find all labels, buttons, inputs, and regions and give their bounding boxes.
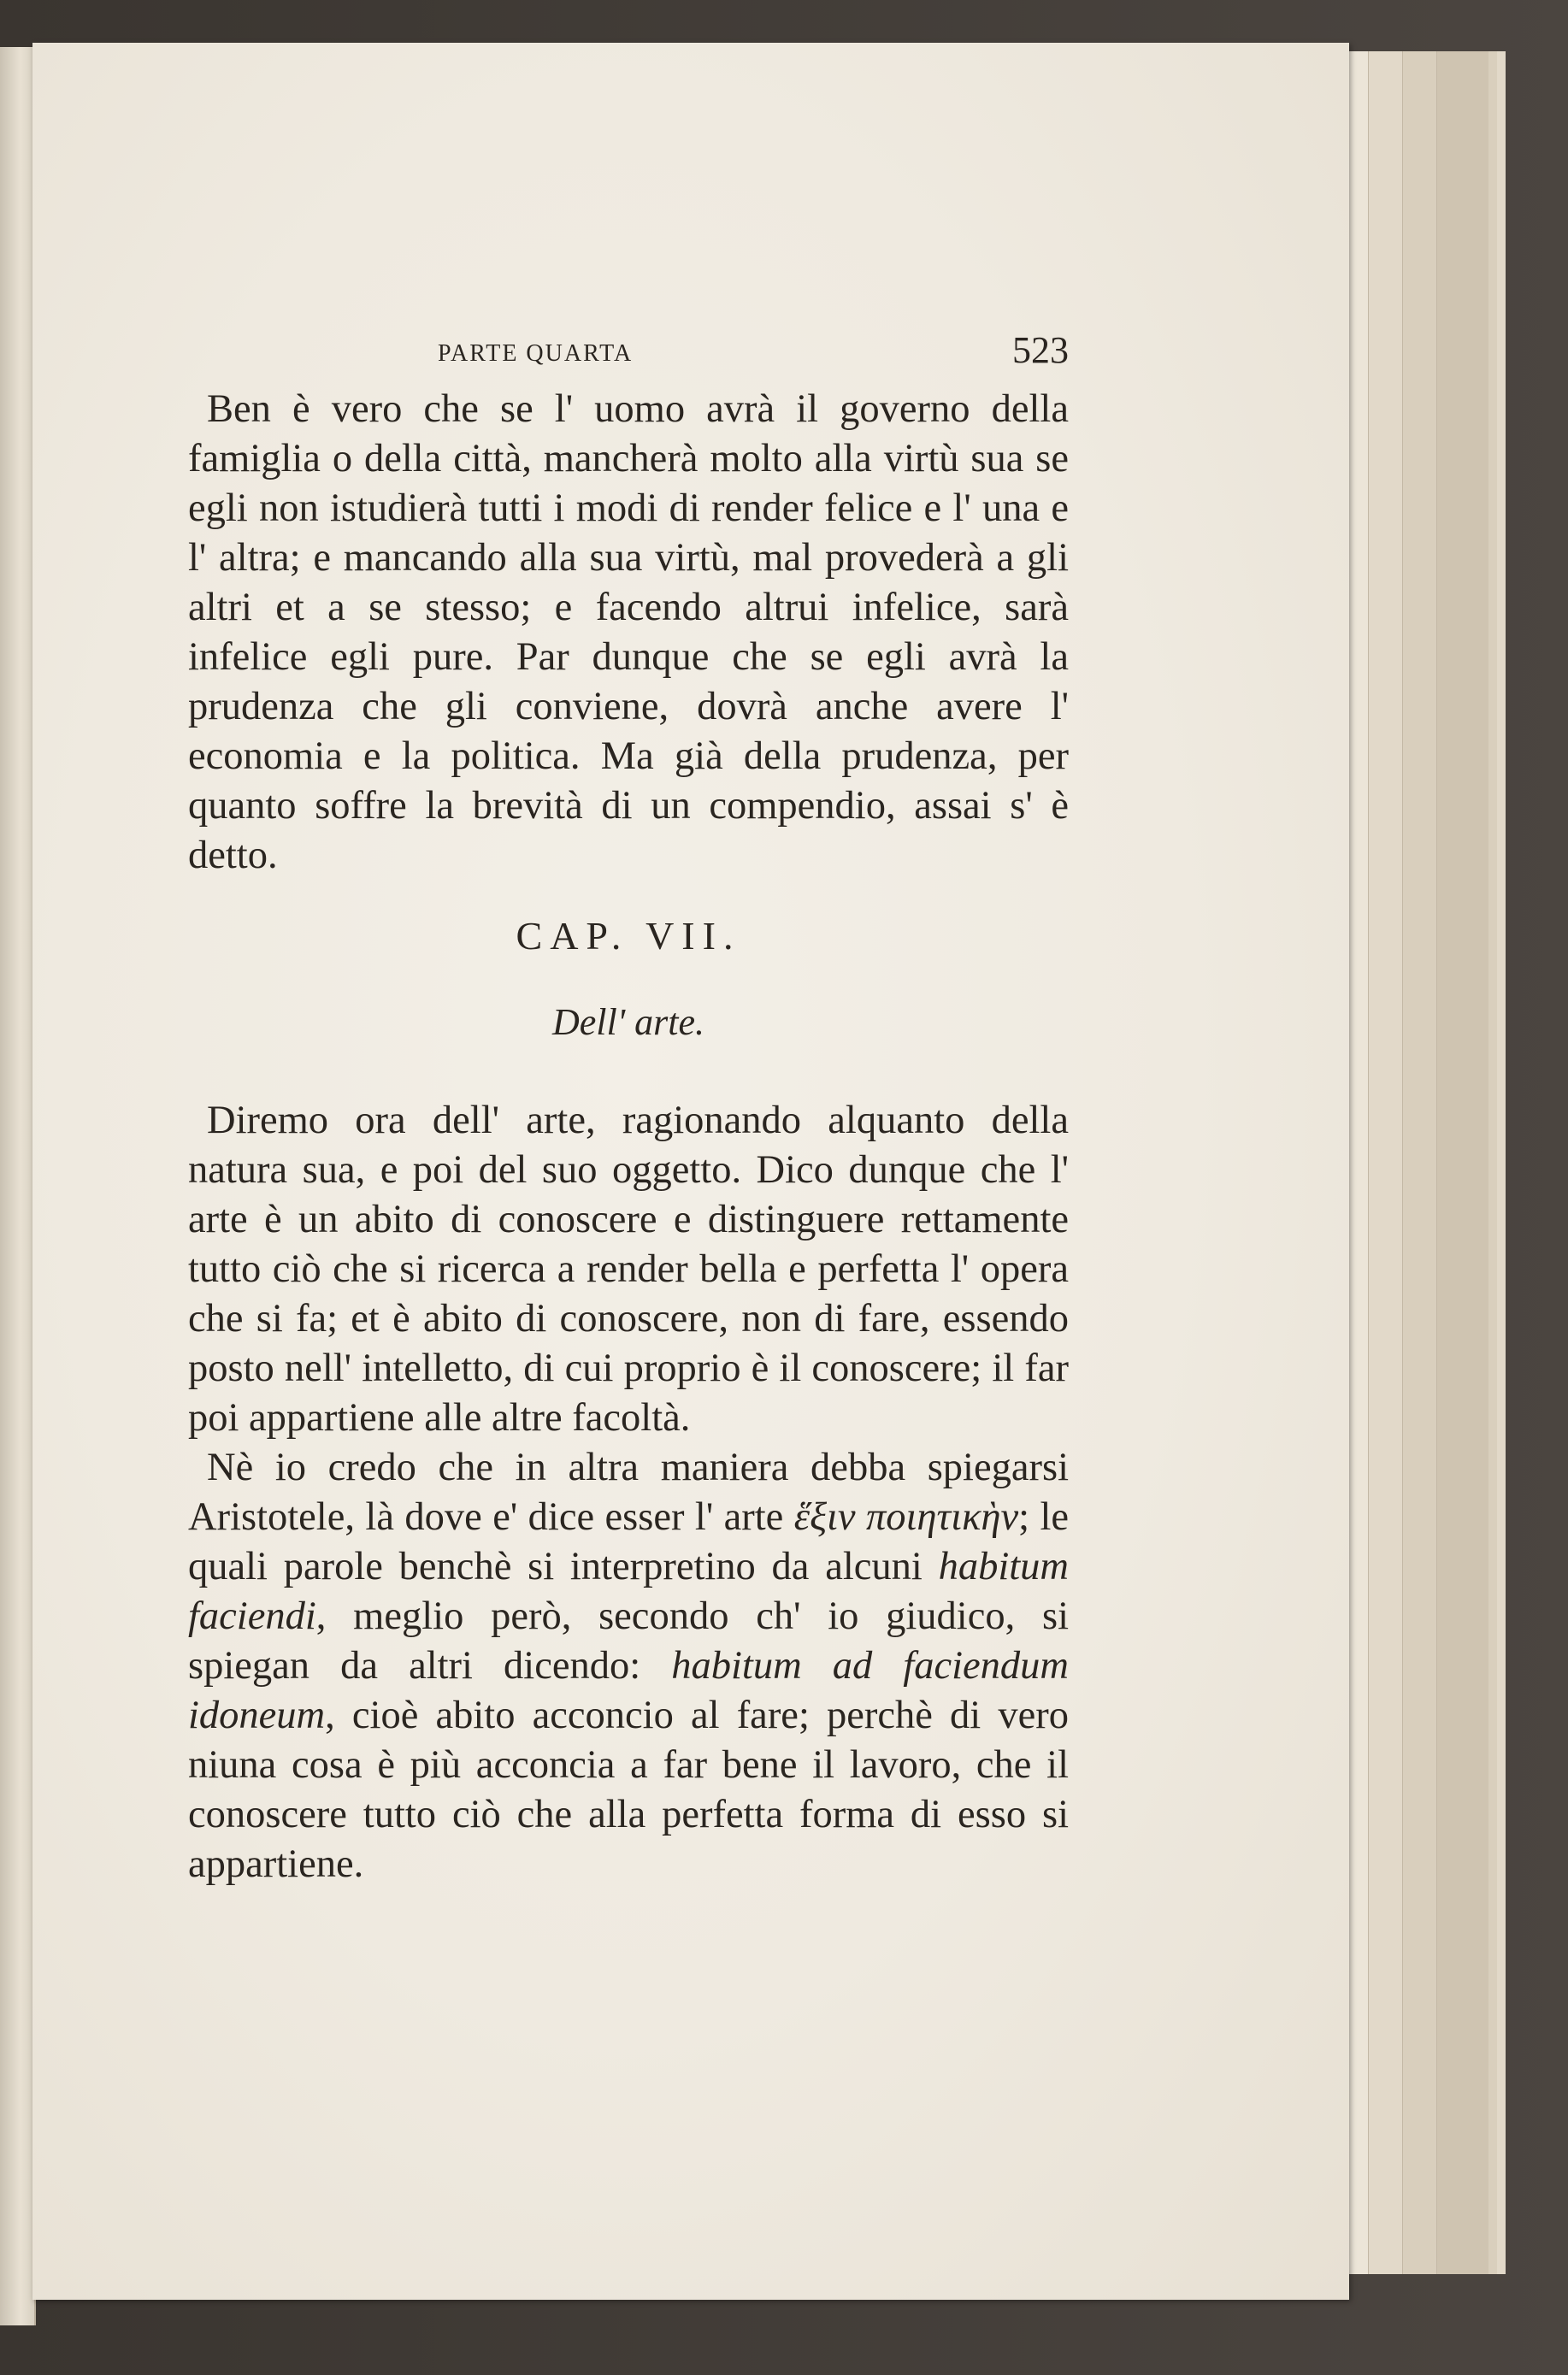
page-edge <box>1436 51 1488 2274</box>
facing-page-edge <box>0 47 36 2325</box>
book-page <box>32 43 1349 2300</box>
page-header <box>188 329 1069 385</box>
chapter-heading: CAP. VII. <box>516 914 741 958</box>
latin-phrase: habitum ad faciendum idoneum <box>188 1644 1069 1737</box>
text-block <box>188 329 1069 1889</box>
page-number: 523 <box>1012 329 1069 371</box>
paragraph-3-text: , cioè abito acconcio al fare; perchè di vero niuna cosa è più acconcia a far bene il lavoro, che il conoscere tutto ciò che alla perfetta forma di esso si appartiene. <box>188 1694 1069 1886</box>
paragraph-3-text: , meglio però, secondo ch' io giudico, si spiegan da altri dicendo: <box>188 1594 1069 1688</box>
paragraph-3-text: ; le quali parole benchè si interpretino da alcuni <box>188 1495 1069 1588</box>
latin-phrase: habitum faciendi <box>188 1545 1069 1638</box>
greek-phrase: ἕξιν ποιητικὴν <box>793 1495 1019 1539</box>
paragraph-1: Ben è vero che se l' uomo avrà il governo della famiglia o della città, mancherà molto alla virtù sua se egli non istudierà tutti i modi di render felice e l' una e l' altra; e mancando alla sua virtù, mal provederà a gli altri et a se stesso; e facendo altrui infelice, sarà infelice egli pure. Par dunque che se egli avrà la prudenza che gli conviene, dovrà anche avere l' economia e la politica. Ma già della prudenza, per quanto soffre la brevità di un compendio, assai s' è detto. <box>188 387 1069 877</box>
paragraph-3-text: Nè io credo che in altra maniera debba spiegarsi Aristotele, là dove e' dice esser l' arte <box>188 1446 1069 1539</box>
running-head: PARTE QUARTA <box>438 340 634 367</box>
paragraph-3 <box>188 1443 1069 1889</box>
chapter-subtitle: Dell' arte. <box>551 1001 705 1043</box>
paragraph-2: Diremo ora dell' arte, ragionando alquanto della natura sua, e poi del suo oggetto. Dico dunque che l' arte è un abito di conoscere e distinguere rettamente tutto ciò che si ricerca a render bella e perfetta l' opera che si fa; et è abito di conoscere, non di fare, essendo posto nell' intelletto, di cui proprio è il conoscere; il far poi appartiene alle altre facoltà. <box>188 1099 1069 1440</box>
